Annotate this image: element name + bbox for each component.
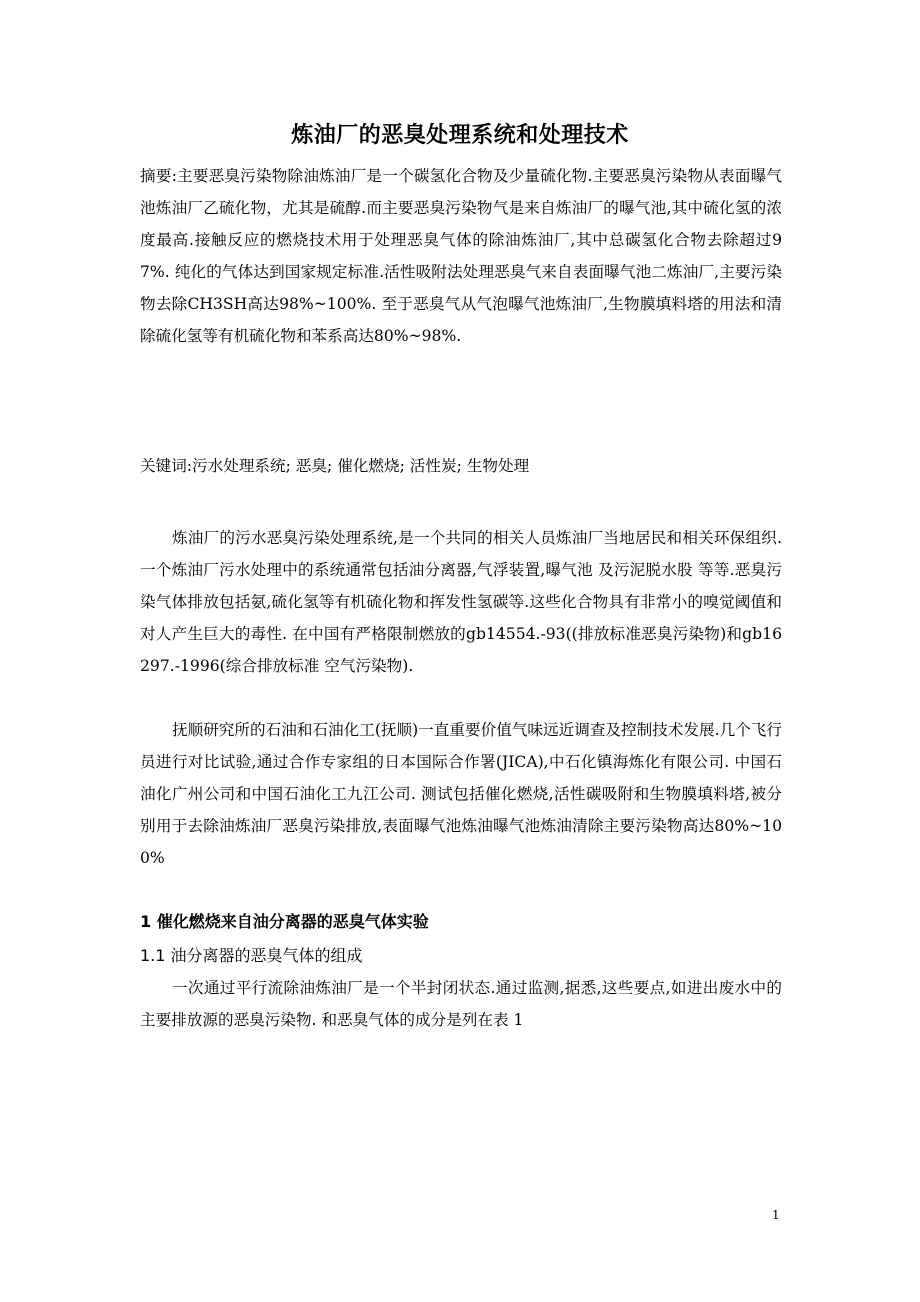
section-heading-1: 1 催化燃烧来自油分离器的恶臭气体实验 (140, 912, 429, 931)
body-paragraph-2: 抚顺研究所的石油和石油化工(抚顺)一直重要价值气味远近调查及控制技术发展.几个飞行员进行对比试验,通过合作专家组的日本国际合作署(JICA),中石化镇海炼化有限公司. 中国石油化广州公司和中国石油化工九江公司. 测试包括催化燃烧,活性碳吸附和生物膜填料塔,被分别用于去除油炼油厂恶臭污染排放,表面曝气池炼油曝气池炼油清除主要污染物高达80%~100% (140, 721, 782, 867)
body-paragraph-3: 一次通过平行流除油炼油厂是一个半封闭状态.通过监测,据悉,这些要点,如进出废水中的主要排放源的恶臭污染物. 和恶臭气体的成分是列在表 1 (140, 979, 782, 1029)
abstract-paragraph: 摘要:主要恶臭污染物除油炼油厂是一个碳氢化合物及少量硫化物.主要恶臭污染物从表面曝气池炼油厂乙硫化物，尤其是硫醇.而主要恶臭污染物气是来自炼油厂的曝气池,其中硫化氢的浓度最高.接触反应的燃烧技术用于处理恶臭气体的除油炼油厂,其中总碳氢化合物去除超过97%. 纯化的气体达到国家规定标准.活性吸附法处理恶臭气来自表面曝气池二炼油厂,主要污染物去除CH3SH高达98%~100%. 至于恶臭气从气泡曝气池炼油厂,生物膜填料塔的用法和清除硫化氢等有机硫化物和苯系高达80%~98%. (140, 167, 782, 345)
document-title: 炼油厂的恶臭处理系统和处理技术 (291, 123, 629, 148)
page-number: 1 (772, 1208, 780, 1222)
section-heading-1-1: 1.1 油分离器的恶臭气体的组成 (140, 946, 363, 965)
keywords-line: 关键词:污水处理系统; 恶臭; 催化燃烧; 活性炭; 生物处理 (140, 457, 530, 475)
body-paragraph-1: 炼油厂的污水恶臭污染处理系统,是一个共同的相关人员炼油厂当地居民和相关环保组织.一个炼油厂污水处理中的系统通常包括油分离器,气浮装置,曝气池 及污泥脱水股 等等.恶臭污染气体排放包括氨,硫化氢等有机硫化物和挥发性氢碳等.这些化合物具有非常小的嗅觉阈值和对人产生巨大的毒性. 在中国有严格限制燃放的gb14554.-93((排放标准恶臭污染物)和gb16297.-1996(综合排放标准 空气污染物). (140, 529, 782, 675)
